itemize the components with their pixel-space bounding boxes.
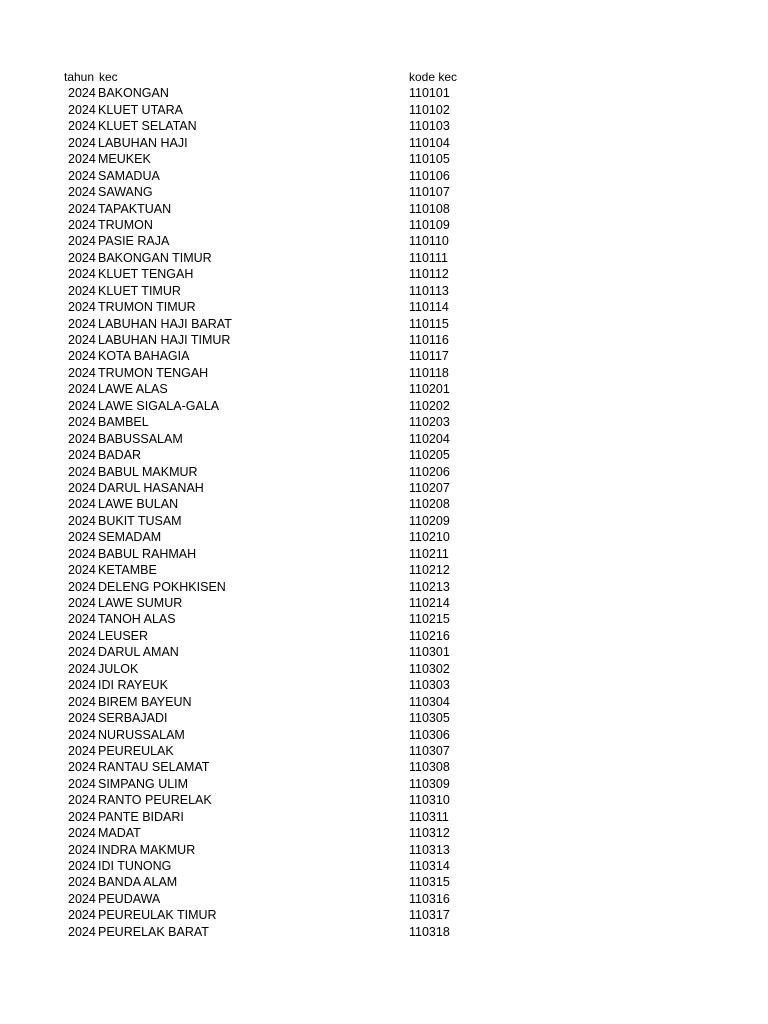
cell-kode-kec: 110317 (409, 908, 450, 923)
table-row (0, 464, 768, 480)
cell-kec: KLUET TENGAH (98, 267, 194, 282)
cell-tahun: 2024 (68, 415, 96, 430)
cell-kode-kec: 110308 (409, 760, 450, 775)
table-row (0, 874, 768, 890)
cell-kode-kec: 110307 (409, 743, 450, 758)
cell-kec: JULOK (98, 661, 139, 676)
table-row (0, 546, 768, 562)
table-row (0, 776, 768, 792)
cell-tahun: 2024 (68, 217, 96, 232)
cell-kec: TRUMON TIMUR (98, 300, 196, 315)
cell-kode-kec: 110311 (409, 809, 449, 824)
cell-tahun: 2024 (68, 661, 96, 676)
cell-kec: BANDA ALAM (98, 875, 178, 890)
cell-tahun: 2024 (68, 283, 96, 298)
cell-kode-kec: 110117 (409, 349, 449, 364)
cell-tahun: 2024 (68, 250, 96, 265)
cell-tahun: 2024 (68, 563, 96, 578)
table-row (0, 595, 768, 611)
cell-tahun: 2024 (68, 678, 96, 693)
cell-kec: KLUET UTARA (98, 102, 183, 117)
cell-kode-kec: 110105 (409, 152, 450, 167)
table-row (0, 891, 768, 907)
cell-kec: DARUL HASANAH (98, 480, 204, 495)
cell-tahun: 2024 (68, 316, 96, 331)
cell-kec: MADAT (98, 826, 141, 841)
cell-kode-kec: 110104 (409, 135, 450, 150)
cell-tahun: 2024 (68, 135, 96, 150)
table-row (0, 809, 768, 825)
cell-kec: LABUHAN HAJI TIMUR (98, 333, 231, 347)
cell-kode-kec: 110312 (409, 826, 450, 841)
cell-kode-kec: 110214 (409, 596, 450, 610)
table-row (0, 579, 768, 595)
cell-kode-kec: 110112 (409, 267, 449, 282)
table-row (0, 348, 768, 364)
table-row (0, 480, 768, 496)
table-row (0, 299, 768, 315)
cell-kec: DARUL AMAN (98, 645, 179, 660)
table-row (0, 168, 768, 184)
cell-tahun: 2024 (68, 382, 96, 397)
cell-kec: BAMBEL (98, 415, 149, 430)
cell-tahun: 2024 (68, 234, 96, 249)
cell-tahun: 2024 (68, 908, 96, 923)
cell-tahun: 2024 (68, 793, 96, 808)
cell-kode-kec: 110314 (409, 859, 450, 873)
cell-tahun: 2024 (68, 809, 96, 824)
table-row (0, 710, 768, 726)
table-row (0, 825, 768, 841)
cell-kode-kec: 110315 (409, 875, 450, 890)
cell-kode-kec: 110103 (409, 119, 450, 134)
cell-tahun: 2024 (68, 891, 96, 906)
cell-kec: BABUL RAHMAH (98, 546, 197, 561)
cell-kode-kec: 110212 (409, 563, 450, 578)
table-row (0, 414, 768, 430)
cell-kode-kec: 110215 (409, 612, 450, 627)
cell-tahun: 2024 (68, 497, 96, 512)
cell-kec: BAKONGAN (98, 86, 169, 101)
cell-tahun: 2024 (68, 185, 96, 200)
cell-kec: SEMADAM (98, 530, 162, 545)
cell-tahun: 2024 (68, 628, 96, 643)
cell-kec: SAMADUA (98, 168, 160, 183)
cell-kec: TANOH ALAS (98, 612, 176, 627)
cell-kode-kec: 110208 (409, 497, 450, 512)
cell-kode-kec: 110207 (409, 480, 450, 495)
table-row (0, 562, 768, 578)
table-row (0, 858, 768, 874)
cell-tahun: 2024 (68, 776, 96, 791)
cell-tahun: 2024 (68, 102, 96, 117)
cell-kec: LABUHAN HAJI (98, 135, 188, 150)
cell-kec: PEUREULAK (98, 743, 174, 758)
cell-kode-kec: 110110 (409, 234, 449, 249)
cell-kode-kec: 110316 (409, 891, 450, 906)
cell-kec: LAWE ALAS (98, 382, 168, 397)
cell-kec: LAWE BULAN (98, 497, 179, 512)
table-row (0, 365, 768, 381)
cell-kode-kec: 110309 (409, 776, 450, 791)
cell-kode-kec: 110204 (409, 431, 450, 446)
cell-kec: BUKIT TUSAM (98, 513, 182, 528)
cell-kec: RANTAU SELAMAT (98, 760, 210, 775)
cell-kec: PEUREULAK TIMUR (98, 908, 217, 923)
table-row (0, 266, 768, 282)
header-tahun: tahun (64, 70, 95, 84)
cell-tahun: 2024 (68, 842, 96, 857)
cell-tahun: 2024 (68, 201, 96, 216)
cell-kode-kec: 110305 (409, 711, 450, 726)
table-row (0, 431, 768, 447)
cell-kode-kec: 110102 (409, 102, 450, 117)
header-kode-kec: kode kec (409, 70, 458, 84)
cell-kode-kec: 110210 (409, 530, 450, 545)
header-kec: kec (99, 70, 118, 84)
cell-kode-kec: 110206 (409, 464, 450, 479)
table-row (0, 644, 768, 660)
cell-kec: TAPAKTUAN (98, 201, 172, 216)
cell-tahun: 2024 (68, 743, 96, 758)
cell-tahun: 2024 (68, 727, 96, 742)
cell-tahun: 2024 (68, 859, 96, 873)
cell-kec: MEUKEK (98, 152, 151, 167)
cell-kec: IDI TUNONG (98, 859, 172, 873)
cell-tahun: 2024 (68, 168, 96, 183)
cell-kode-kec: 110109 (409, 217, 450, 232)
cell-kec: RANTO PEURELAK (98, 793, 212, 808)
table-row (0, 924, 768, 940)
cell-tahun: 2024 (68, 349, 96, 364)
table-row (0, 217, 768, 233)
table-row (0, 316, 768, 332)
cell-tahun: 2024 (68, 480, 96, 495)
table-row (0, 611, 768, 627)
cell-kode-kec: 110118 (409, 365, 449, 380)
cell-kec: SIMPANG ULIM (98, 776, 189, 791)
table-row (0, 759, 768, 775)
cell-tahun: 2024 (68, 448, 96, 463)
table-row (0, 513, 768, 529)
table-row (0, 792, 768, 808)
cell-kode-kec: 110106 (409, 168, 450, 183)
cell-kec: INDRA MAKMUR (98, 842, 196, 857)
cell-kec: BADAR (98, 448, 142, 463)
cell-kec: BABUSSALAM (98, 431, 183, 446)
cell-kode-kec: 110213 (409, 579, 450, 594)
data-table (0, 69, 768, 940)
cell-tahun: 2024 (68, 694, 96, 709)
table-row (0, 628, 768, 644)
table-row (0, 135, 768, 151)
cell-kec: DELENG POKHKISEN (98, 579, 226, 594)
table-row (0, 250, 768, 266)
cell-tahun: 2024 (68, 579, 96, 594)
cell-tahun: 2024 (68, 119, 96, 134)
table-row (0, 727, 768, 743)
table-header-row (0, 69, 768, 85)
table-row (0, 907, 768, 923)
table-row (0, 283, 768, 299)
table-row (0, 233, 768, 249)
cell-kec: BABUL MAKMUR (98, 464, 198, 479)
cell-kec: KLUET SELATAN (98, 119, 197, 134)
cell-tahun: 2024 (68, 612, 96, 627)
cell-kec: LAWE SIGALA-GALA (98, 398, 220, 413)
cell-tahun: 2024 (68, 711, 96, 726)
cell-kec: LEUSER (98, 628, 149, 643)
cell-kode-kec: 110304 (409, 694, 450, 709)
table-row (0, 529, 768, 545)
cell-kec: TRUMON (98, 217, 153, 232)
table-row (0, 151, 768, 167)
cell-kode-kec: 110216 (409, 628, 450, 643)
cell-kode-kec: 110211 (409, 546, 449, 561)
cell-kode-kec: 110116 (409, 333, 449, 347)
cell-kode-kec: 110306 (409, 727, 450, 742)
cell-kec: TRUMON TENGAH (98, 365, 209, 380)
table-row (0, 102, 768, 118)
cell-kec: KLUET TIMUR (98, 283, 181, 298)
cell-tahun: 2024 (68, 546, 96, 561)
cell-tahun: 2024 (68, 530, 96, 545)
table-row (0, 496, 768, 512)
cell-kode-kec: 110205 (409, 448, 450, 463)
cell-kode-kec: 110203 (409, 415, 450, 430)
cell-kode-kec: 110101 (409, 86, 450, 101)
cell-kec: KETAMBE (98, 563, 157, 578)
cell-kec: BIREM BAYEUN (98, 694, 192, 709)
cell-kode-kec: 110111 (409, 250, 448, 265)
table-body (0, 85, 768, 940)
cell-kode-kec: 110318 (409, 924, 450, 939)
table-row (0, 201, 768, 217)
cell-kode-kec: 110310 (409, 793, 450, 808)
cell-kode-kec: 110302 (409, 661, 450, 676)
cell-kode-kec: 110113 (409, 283, 449, 298)
cell-kec: IDI RAYEUK (98, 678, 168, 693)
table-row (0, 677, 768, 693)
table-row (0, 694, 768, 710)
cell-kec: SERBAJADI (98, 711, 168, 726)
cell-kode-kec: 110303 (409, 678, 450, 693)
cell-tahun: 2024 (68, 513, 96, 528)
table-row (0, 118, 768, 134)
cell-tahun: 2024 (68, 398, 96, 413)
cell-kec: LAWE SUMUR (98, 596, 183, 610)
cell-kode-kec: 110107 (409, 185, 450, 200)
table-row (0, 184, 768, 200)
cell-kode-kec: 110202 (409, 398, 450, 413)
cell-tahun: 2024 (68, 924, 96, 939)
cell-kec: NURUSSALAM (98, 727, 185, 742)
table-row (0, 398, 768, 414)
cell-tahun: 2024 (68, 645, 96, 660)
cell-tahun: 2024 (68, 333, 96, 347)
table-row (0, 381, 768, 397)
table-row (0, 447, 768, 463)
cell-tahun: 2024 (68, 760, 96, 775)
cell-kec: SAWANG (98, 185, 153, 200)
cell-kec: PASIE RAJA (98, 234, 170, 249)
cell-tahun: 2024 (68, 86, 96, 101)
cell-kec: KOTA BAHAGIA (98, 349, 190, 364)
cell-kode-kec: 110301 (409, 645, 450, 660)
cell-kode-kec: 110114 (409, 300, 449, 315)
table-row (0, 332, 768, 348)
cell-kode-kec: 110115 (409, 316, 449, 331)
cell-kec: PEURELAK BARAT (98, 924, 209, 939)
table-row (0, 842, 768, 858)
cell-tahun: 2024 (68, 464, 96, 479)
cell-tahun: 2024 (68, 152, 96, 167)
cell-kec: LABUHAN HAJI BARAT (98, 316, 232, 331)
cell-kec: PANTE BIDARI (98, 809, 184, 824)
cell-kode-kec: 110108 (409, 201, 450, 216)
cell-kec: PEUDAWA (98, 891, 161, 906)
cell-tahun: 2024 (68, 826, 96, 841)
table-row (0, 661, 768, 677)
cell-kode-kec: 110201 (409, 382, 450, 397)
cell-tahun: 2024 (68, 365, 96, 380)
cell-kode-kec: 110209 (409, 513, 450, 528)
cell-tahun: 2024 (68, 431, 96, 446)
cell-tahun: 2024 (68, 267, 96, 282)
cell-tahun: 2024 (68, 596, 96, 610)
cell-kode-kec: 110313 (409, 842, 450, 857)
cell-kec: BAKONGAN TIMUR (98, 250, 212, 265)
table-row (0, 743, 768, 759)
cell-tahun: 2024 (68, 875, 96, 890)
cell-tahun: 2024 (68, 300, 96, 315)
table-row (0, 85, 768, 101)
